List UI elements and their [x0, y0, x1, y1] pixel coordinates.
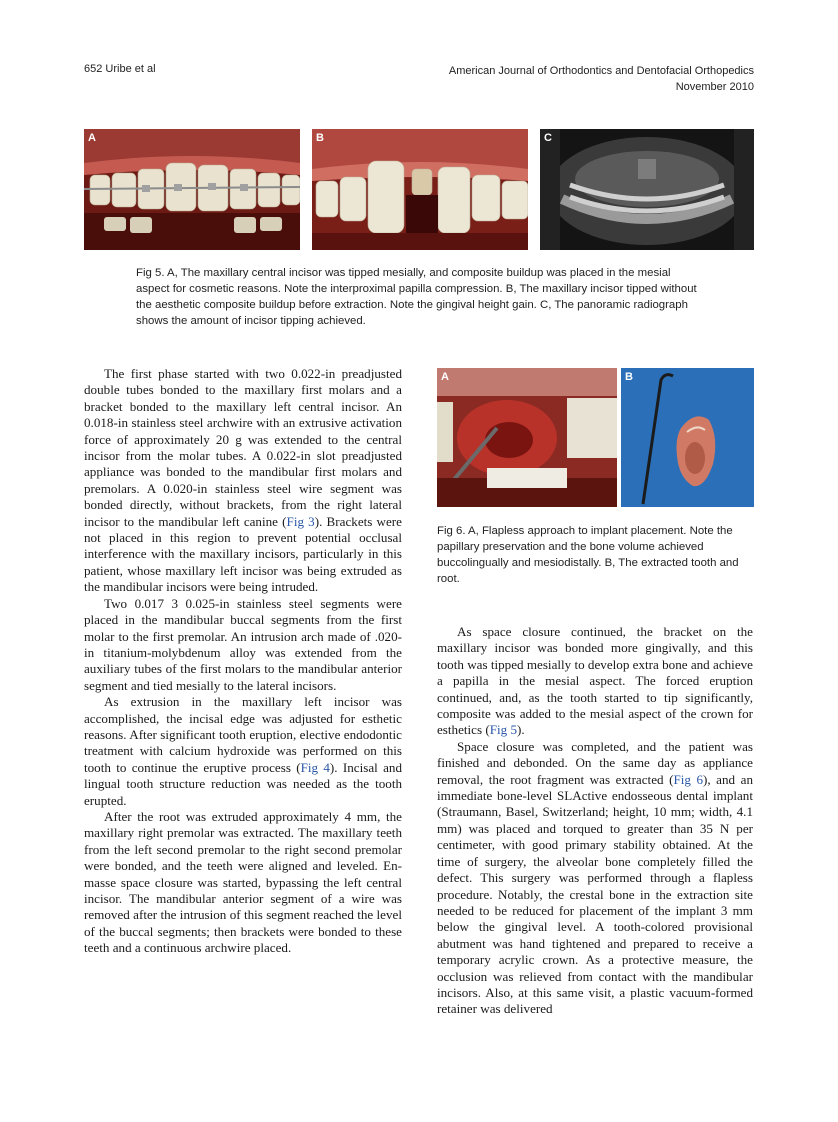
fig6-label-b: B [625, 371, 633, 383]
journal-name: American Journal of Orthodontics and Dentofacial Orthopedics [448, 65, 754, 77]
running-header-left: 652 Uribe et al [84, 63, 156, 75]
fig6-photo-a [437, 368, 617, 507]
fig6-label-a: A [441, 371, 449, 383]
paragraph: Two 0.017 3 0.025-in stainless steel segments were placed in the mandibular buccal segments from the first molar to the first premolar. An intrusion arch made of .020-in titanium-molybdenum alloy was extended from the auxiliary tubes of the first molars to the mandibular anterior segment and tied mesially to the lateral incisors. [84, 595, 402, 693]
body-column-left [84, 366, 402, 957]
fig5-caption: Fig 5. A, The maxillary central incisor was tipped mesially, and composite buildup was placed in the mesial aspect for cosmetic reasons. Note the interproximal papilla compression. B, The maxillary incisor tipped without the aesthetic composite buildup before extraction. Note the gingival height gain. C, The panoramic radiograph shows the amount of incisor tipping achieved. [136, 267, 697, 327]
issue-date: November 2010 [675, 81, 754, 93]
paragraph: Space closure was completed, and the patient was finished and debonded. On the same day as appliance removal, the root fragment was extracted (Fig 6), and an immediate bone-level SLActive endosseous dental implant (Straumann, Basel, Switzerland; height, 10 mm; width, 4.1 mm) was placed and torqued to greater than 35 N per centimeter, with good primary stability obtained. At the time of surgery, the alveolar bone completely filled the defect. This surgery was performed through a flapless procedure. Notably, the crestal bone in the extraction site needed to be reduced for placement of the implant 3 mm below the gingival level. A tooth-colored provisional abutment was hand tightened and prepared to receive a temporary acrylic crown. As a protective measure, the occlusion was relieved from contact with the mandibular incisors. Also, at this same visit, a plastic vacuum-formed retainer was delivered [437, 738, 753, 1017]
body-column-right [437, 624, 753, 1018]
paragraph: After the root was extruded approximately 4 mm, the maxillary right premolar was extracted. The maxillary teeth from the left second premolar to the right second premolar were bonded, and the teeth were aligned and leveled. En-masse space closure was started, bypassing the left central incisor. The mandibular anterior segment of a wire was removed after the intrusion of this segment reached the level of the buccal segments; then brackets were bonded to these teeth and a continuous archwire placed. [84, 808, 402, 956]
fig5-label-b: B [316, 132, 324, 144]
fig5-label-c: C [544, 132, 552, 144]
fig5-panel-a [84, 129, 300, 250]
paragraph: As space closure continued, the bracket on the maxillary incisor was bonded more gingivally, and this tooth was tipped mesially to develop extra bone and achieve a papilla in the mesial aspect. The forced eruption continued, and, as the tooth started to tip significantly, composite was added to the mesial aspect of the crown for esthetics (Fig 5). [437, 624, 753, 738]
fig5-radiograph-c [540, 129, 754, 250]
fig6-panel-a [437, 368, 617, 507]
paragraph: The first phase started with two 0.022-in preadjusted double tubes bonded to the maxillary first molars and a bracket bonded to the maxillary left central incisor. An 0.018-in stainless steel archwire with an extrusive activation force of approximately 20 g was extended to the central incisor from the molar tubes. A 0.022-in slot preadjusted appliance was bonded to the mandibular first molars and premolars. A 0.020-in stainless steel wire segment was bonded directly, without brackets, from the right lateral incisor to the mandibular left canine (Fig 3). Brackets were not placed in this region to prevent potential occlusal interference with the maxillary incisors, particularly in this patient, whose maxillary left incisor was being extruded as the mandibular incisors were being intruded. [84, 366, 402, 595]
fig6-caption: Fig 6. A, Flapless approach to implant placement. Note the papillary preservation and the bone volume achieved buccolingually and mesiodistally. B, The extracted tooth and root. [437, 525, 739, 585]
fig3-reference-link[interactable]: Fig 3 [286, 513, 315, 529]
fig5-label-a: A [88, 132, 96, 144]
fig5-photo-b [312, 129, 528, 250]
fig6-reference-link[interactable]: Fig 6 [673, 771, 704, 787]
fig6-photo-b [621, 368, 754, 507]
fig5-panel-c [540, 129, 754, 250]
paragraph: As extrusion in the maxillary left incisor was accomplished, the incisal edge was adjusted for esthetic reasons. After significant tooth eruption, elective endodontic treatment with calcium hydroxide was performed on this tooth to continue the eruptive process (Fig 4). Incisal and lingual tooth structure reduction was needed as the tooth erupted. [84, 694, 402, 808]
fig4-reference-link[interactable]: Fig 4 [300, 759, 330, 775]
fig5-panel-b [312, 129, 528, 250]
fig5-reference-link[interactable]: Fig 5 [489, 722, 518, 738]
running-header-right [449, 63, 754, 95]
fig5-photo-a [84, 129, 300, 250]
fig6-panel-b [621, 368, 754, 507]
